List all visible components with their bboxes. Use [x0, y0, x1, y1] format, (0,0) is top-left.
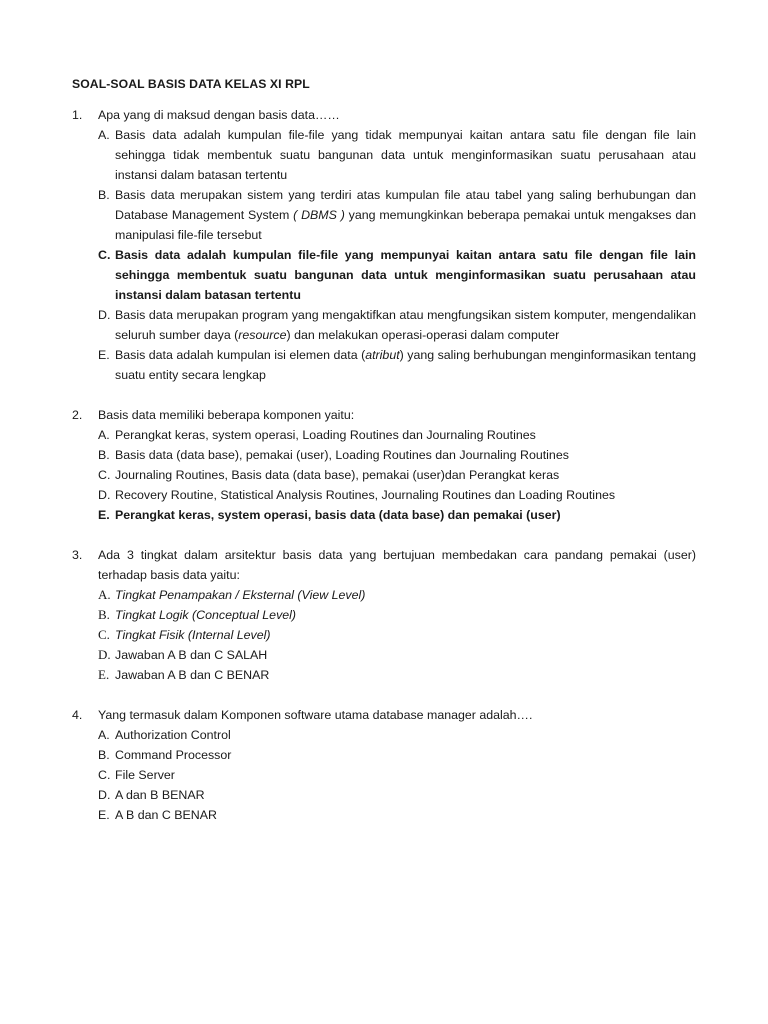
option-text: Authorization Control	[115, 728, 231, 742]
option-text: A dan B BENAR	[115, 788, 205, 802]
question-number: 3.	[72, 548, 83, 562]
option-a	[98, 725, 696, 745]
option-text-part: ) dan melakukan operasi-operasi dalam computer	[286, 328, 560, 342]
option-letter: C.	[98, 248, 111, 262]
option-text: Perangkat keras, system operasi, basis data (data base) dan pemakai (user)	[115, 508, 561, 522]
option-text: File Server	[115, 768, 175, 782]
option-text-italic: atribut	[365, 348, 400, 362]
option-d	[98, 305, 696, 345]
option-text-part: Basis data adalah kumpulan isi elemen data (	[115, 348, 366, 362]
option-letter: D.	[98, 488, 111, 502]
option-text-part: yang memungkinkan beberapa pemakai untuk mengakses dan manipulasi file-file tersebut	[115, 208, 696, 242]
option-text: Tingkat Logik (Conceptual Level)	[115, 608, 297, 622]
option-text-part: Basis data merupakan program yang mengaktifkan atau mengfungsikan sistem komputer, mengendalikan seluruh sumber daya (	[115, 308, 696, 342]
option-text-italic: ( DBMS )	[293, 208, 345, 222]
question-1	[72, 105, 696, 385]
option-text: A B dan C BENAR	[115, 808, 217, 822]
option-text-part: Basis data merupakan sistem yang terdiri atas kumpulan file atau tabel yang saling berhubungan dan Database Management System	[115, 188, 696, 222]
option-letter: E.	[98, 348, 110, 362]
option-letter: A.	[98, 728, 110, 742]
option-text	[115, 185, 696, 245]
question-number: 4.	[72, 708, 83, 722]
option-text: Recovery Routine, Statistical Analysis Routines, Journaling Routines dan Loading Routines	[115, 488, 616, 502]
option-text: Jawaban A B dan C BENAR	[115, 668, 270, 682]
option-letter: B.	[98, 748, 110, 762]
question-text: Basis data memiliki beberapa komponen yaitu:	[98, 408, 355, 422]
option-b	[98, 745, 696, 765]
option-letter: D.	[98, 308, 111, 322]
question-text: Yang termasuk dalam Komponen software utama database manager adalah….	[98, 708, 533, 722]
option-d	[98, 485, 696, 505]
option-text-part: ) yang saling berhubungan menginformasikan tentang suatu entity secara lengkap	[115, 348, 696, 382]
option-text: Perangkat keras, system operasi, Loading Routines dan Journaling Routines	[115, 428, 536, 442]
option-letter: C.	[98, 627, 110, 642]
option-letter: B.	[98, 448, 110, 462]
option-text	[115, 305, 696, 345]
document-title: SOAL-SOAL BASIS DATA KELAS XI RPL	[72, 77, 310, 91]
option-c	[98, 765, 696, 785]
option-text: Journaling Routines, Basis data (data base), pemakai (user)dan Perangkat keras	[115, 468, 560, 482]
question-text: Apa yang di maksud dengan basis data……	[98, 108, 340, 122]
option-c	[98, 245, 696, 305]
question-4	[72, 705, 696, 825]
option-a	[98, 585, 696, 605]
question-text: Ada 3 tingkat dalam arsitektur basis data yang bertujuan membedakan cara pandang pemakai (user) terhadap basis data yaitu:	[98, 548, 696, 582]
question-number: 2.	[72, 408, 83, 422]
option-letter: C.	[98, 768, 111, 782]
question-number: 1.	[72, 108, 83, 122]
option-d	[98, 785, 696, 805]
option-e	[98, 505, 696, 525]
option-text: Jawaban A B dan C SALAH	[115, 648, 268, 662]
question-2	[72, 405, 696, 525]
option-a	[98, 125, 696, 185]
option-letter: C.	[98, 468, 111, 482]
question-3	[72, 545, 696, 685]
option-b	[98, 605, 696, 625]
option-c	[98, 465, 696, 485]
option-letter: D.	[98, 788, 111, 802]
option-b	[98, 445, 696, 465]
option-text: Basis data adalah kumpulan file-file yang mempunyai kaitan antara satu file dengan file lain sehingga membentuk suatu bangunan data untuk menginformasikan suatu perusahaan atau instansi dalam batasan tertentu	[115, 248, 696, 302]
option-e	[98, 345, 696, 385]
option-e	[98, 805, 696, 825]
option-text: Basis data adalah kumpulan file-file yang tidak mempunyai kaitan antara satu file dengan file lain sehingga tidak membentuk suatu bangunan data untuk menginformasikan suatu perusahaan atau instansi dalam batasan tertentu	[115, 128, 696, 182]
option-letter: B.	[98, 607, 110, 622]
option-text: Tingkat Penampakan / Eksternal (View Level)	[115, 588, 366, 602]
option-e	[98, 665, 696, 685]
option-b	[98, 185, 696, 245]
option-c	[98, 625, 696, 645]
option-letter: B.	[98, 188, 110, 202]
option-text: Tingkat Fisik (Internal Level)	[115, 628, 271, 642]
option-letter: E.	[98, 667, 110, 682]
option-letter: A.	[98, 128, 110, 142]
option-letter: D.	[98, 647, 111, 662]
option-text-italic: resource	[238, 328, 287, 342]
option-d	[98, 645, 696, 665]
option-letter: A.	[98, 587, 111, 602]
option-text: Basis data (data base), pemakai (user), Loading Routines dan Journaling Routines	[115, 448, 569, 462]
option-text	[115, 345, 696, 385]
option-letter: A.	[98, 428, 110, 442]
option-a	[98, 425, 696, 445]
option-letter: E.	[98, 508, 110, 522]
option-letter: E.	[98, 808, 110, 822]
option-text: Command Processor	[115, 748, 232, 762]
